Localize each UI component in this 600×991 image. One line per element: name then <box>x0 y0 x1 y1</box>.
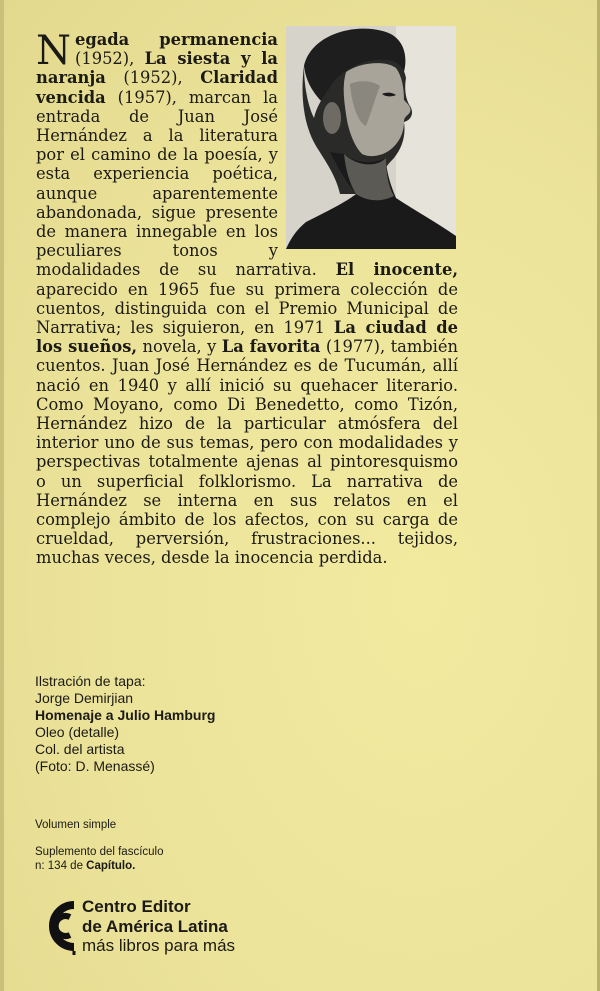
publisher-slogan: más libros para más <box>82 936 236 955</box>
supplement-line: Suplemento del fascículo <box>35 846 164 858</box>
bio-segment: (1952), <box>105 68 201 88</box>
bio-segment: Claridad vencida <box>36 68 278 107</box>
cea-logo-icon <box>34 897 78 955</box>
biography-paragraph <box>36 30 458 568</box>
publisher-block <box>34 897 235 956</box>
volume-label: Volumen simple <box>35 819 117 831</box>
publisher-text <box>82 897 235 956</box>
credit-line: (Foto: D. Menassé) <box>35 758 155 774</box>
supplement-note <box>35 845 164 873</box>
bio-segment: El inocente, <box>335 260 458 280</box>
bio-segment: egada permanencia <box>75 30 278 49</box>
publisher-name-line: Centro Editor <box>82 897 191 916</box>
credit-line: Ilstración de tapa: <box>35 673 146 689</box>
supplement-line: n: 134 de Capítulo. <box>35 860 136 872</box>
bio-segment: La siesta y la naranja <box>36 49 278 88</box>
bio-segment: La favorita <box>221 337 321 357</box>
credit-line: Col. del artista <box>35 741 125 757</box>
credit-line: Jorge Demirjian <box>35 690 134 706</box>
bio-segment: (1977), también cuentos. Juan José Hernández es de Tucumán, allí nació en 1940 y allí inició su quehacer literario. Como Moyano, como Di Benedetto, como Tizón, Hernández hizo de la particular atmósfera del interior uno de sus temas, pero con modalidades y perspectivas totalmente ajenas al pintoresquismo o un superficial folklorismo. La narrativa de Hernández se interna en sus relatos en el complejo ámbito de los afectos, con su carga de crueldad, perversión, frustraciones... tejidos, muchas veces, desde la inocencia perdida. <box>36 337 459 568</box>
bio-segment: (1957), marcan la entrada de Juan José Hernández a la literatura por el camino de la poesía, y esta experiencia poética, aunque aparentemente abandonada, sigue presente de manera innegable en los peculiares tonos y modalidades de su narrativa. <box>36 87 336 280</box>
credit-line: Oleo (detalle) <box>35 724 120 740</box>
bio-segment: (1952), <box>75 49 145 69</box>
credit-artwork-title: Homenaje a Julio Hamburg <box>35 707 216 723</box>
publisher-name-line: de América Latina <box>82 916 228 936</box>
bio-segment: La ciudad de los sueños, <box>36 318 458 357</box>
cover-credits <box>35 673 215 775</box>
bio-segment: aparecido en 1965 fue su primera colección de cuentos, distinguida con el Premio Municipal de Narrativa; les siguieron, en 1971 <box>36 279 458 338</box>
bio-segment: novela, y <box>137 337 222 357</box>
drop-cap: N <box>36 28 71 74</box>
